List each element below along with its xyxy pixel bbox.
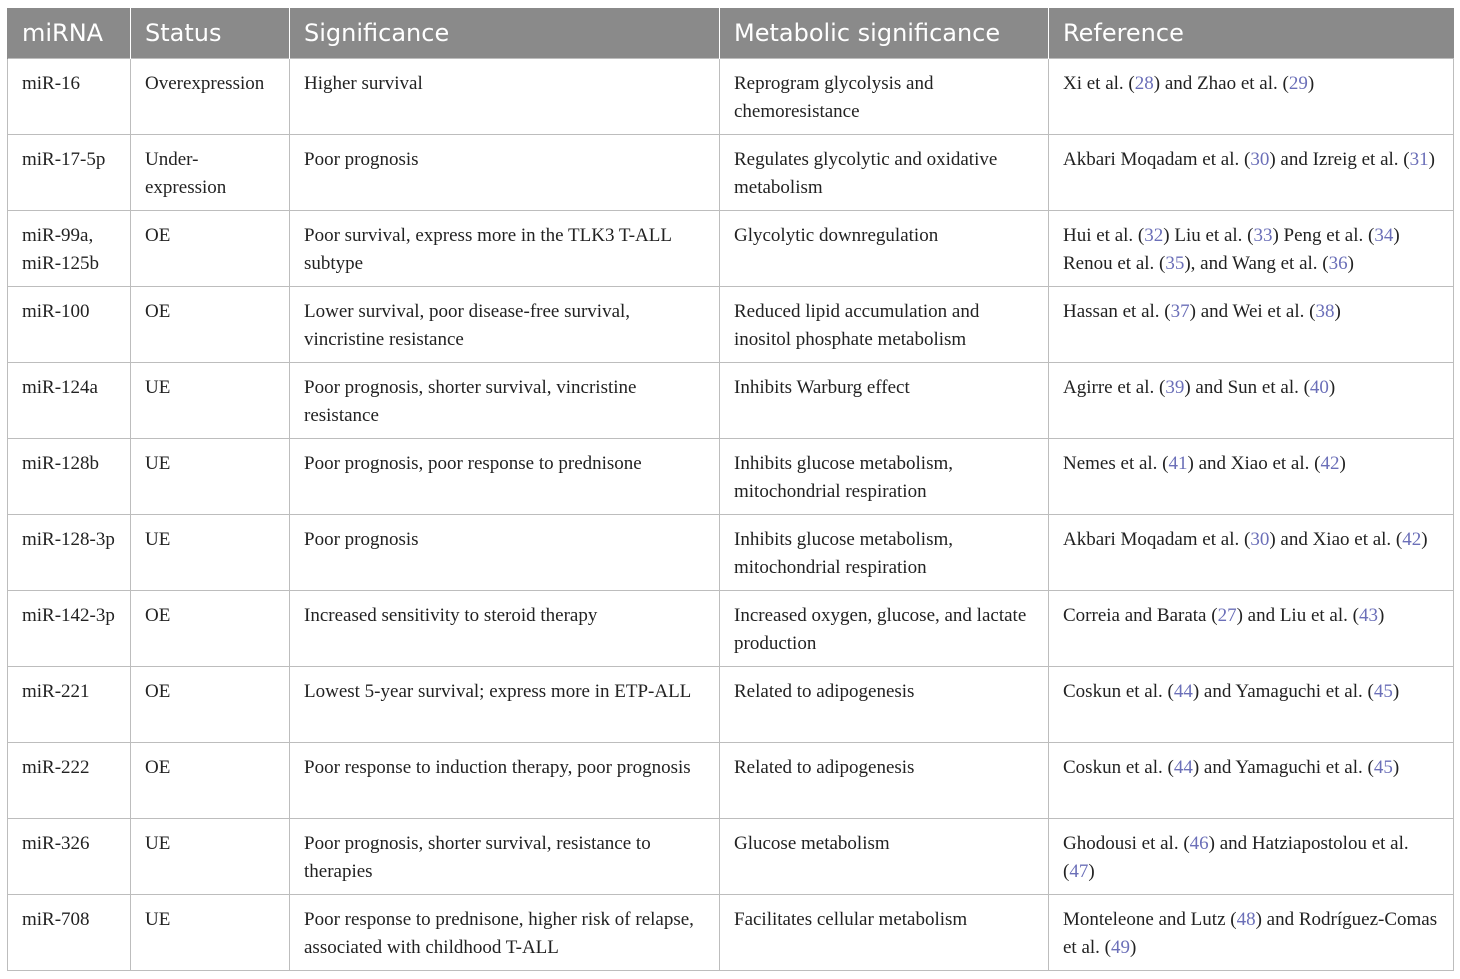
cell-significance: Poor prognosis: [290, 515, 720, 591]
reference-text: ) and Yamaguchi et al. (: [1192, 681, 1374, 702]
cell-significance: Poor prognosis, shorter survival, resistance to therapies: [290, 819, 720, 895]
table-row: [8, 211, 1454, 287]
cell-significance: Poor survival, express more in the TLK3 T-ALL subtype: [290, 211, 720, 287]
header-reference: Reference: [1049, 8, 1454, 59]
cell-status: UE: [131, 439, 290, 515]
reference-text: Correia and Barata (: [1063, 605, 1218, 626]
reference-text: ): [1328, 377, 1336, 398]
cell-significance: Poor prognosis, poor response to prednisone: [290, 439, 720, 515]
reference-link[interactable]: 49: [1111, 937, 1131, 958]
cell-reference: [1049, 743, 1454, 819]
mirna-table-container: [7, 8, 1453, 971]
cell-metabolic-significance: Related to adipogenesis: [720, 667, 1049, 743]
header-row: [8, 8, 1454, 59]
header-status: Status: [131, 8, 290, 59]
cell-metabolic-significance: Glycolytic downregulation: [720, 211, 1049, 287]
cell-reference: [1049, 515, 1454, 591]
cell-status: OE: [131, 211, 290, 287]
cell-mirna: miR-100: [8, 287, 131, 363]
table-row: [8, 439, 1454, 515]
header-mirna: miRNA: [8, 8, 131, 59]
cell-metabolic-significance: Reprogram glycolysis and chemoresistance: [720, 59, 1049, 135]
reference-link[interactable]: 38: [1315, 301, 1335, 322]
table-body: [8, 59, 1454, 971]
cell-metabolic-significance: Glucose metabolism: [720, 819, 1049, 895]
reference-text: Nemes et al. (: [1063, 453, 1169, 474]
cell-status: UE: [131, 363, 290, 439]
reference-text: ) and Liu et al. (: [1236, 605, 1359, 626]
cell-mirna: miR-17-5p: [8, 135, 131, 211]
reference-text: Coskun et al. (: [1063, 681, 1174, 702]
reference-text: Hassan et al. (: [1063, 301, 1171, 322]
reference-text: ): [1334, 301, 1341, 322]
reference-link[interactable]: 47: [1069, 861, 1089, 882]
reference-link[interactable]: 45: [1373, 757, 1393, 778]
cell-reference: [1049, 287, 1454, 363]
cell-significance: Poor response to induction therapy, poor prognosis: [290, 743, 720, 819]
cell-status: UE: [131, 515, 290, 591]
table-row: [8, 743, 1454, 819]
table-row: [8, 591, 1454, 667]
reference-text: ) and Xiao et al. (: [1269, 529, 1403, 550]
reference-link[interactable]: 45: [1373, 681, 1393, 702]
reference-text: ): [1428, 149, 1435, 170]
cell-metabolic-significance: Regulates glycolytic and oxidative metabolism: [720, 135, 1049, 211]
cell-reference: [1049, 591, 1454, 667]
reference-text: ) and Yamaguchi et al. (: [1192, 757, 1374, 778]
cell-reference: [1049, 211, 1454, 287]
reference-text: Xi et al. (: [1063, 73, 1135, 94]
cell-significance: Poor prognosis: [290, 135, 720, 211]
cell-metabolic-significance: Facilitates cellular metabolism: [720, 895, 1049, 971]
cell-significance: Poor prognosis, shorter survival, vincristine resistance: [290, 363, 720, 439]
cell-significance: Lower survival, poor disease-free survival, vincristine resistance: [290, 287, 720, 363]
reference-text: ) and Xiao et al. (: [1187, 453, 1321, 474]
reference-link[interactable]: 42: [1320, 453, 1340, 474]
cell-mirna: miR-708: [8, 895, 131, 971]
cell-metabolic-significance: Related to adipogenesis: [720, 743, 1049, 819]
table-row: [8, 515, 1454, 591]
header-significance: Significance: [290, 8, 720, 59]
cell-reference: [1049, 667, 1454, 743]
cell-status: Under-expression: [131, 135, 290, 211]
reference-link[interactable]: 39: [1165, 377, 1185, 398]
cell-reference: [1049, 59, 1454, 135]
table-row: [8, 895, 1454, 971]
reference-text: ) Liu et al. (: [1163, 225, 1254, 246]
cell-mirna: miR-222: [8, 743, 131, 819]
cell-mirna: miR-142-3p: [8, 591, 131, 667]
reference-link[interactable]: 30: [1250, 529, 1270, 550]
cell-significance: Increased sensitivity to steroid therapy: [290, 591, 720, 667]
mirna-table: [7, 8, 1454, 971]
reference-link[interactable]: 35: [1165, 253, 1185, 274]
reference-link[interactable]: 30: [1250, 149, 1270, 170]
reference-text: ): [1088, 861, 1095, 882]
reference-link[interactable]: 48: [1236, 909, 1256, 930]
reference-link[interactable]: 44: [1173, 681, 1193, 702]
cell-status: UE: [131, 895, 290, 971]
reference-text: Akbari Moqadam et al. (: [1063, 149, 1251, 170]
cell-significance: Poor response to prednisone, higher risk of relapse, associated with childhood T-ALL: [290, 895, 720, 971]
cell-metabolic-significance: Increased oxygen, glucose, and lactate production: [720, 591, 1049, 667]
reference-text: ) and Izreig et al. (: [1269, 149, 1410, 170]
cell-metabolic-significance: Reduced lipid accumulation and inositol phosphate metabolism: [720, 287, 1049, 363]
cell-reference: [1049, 439, 1454, 515]
table-row: [8, 287, 1454, 363]
reference-text: ) and Zhao et al. (: [1153, 73, 1289, 94]
reference-text: ): [1307, 73, 1315, 94]
reference-link[interactable]: 37: [1170, 301, 1190, 322]
reference-text: ) and Sun et al. (: [1184, 377, 1310, 398]
reference-link[interactable]: 31: [1409, 149, 1429, 170]
cell-metabolic-significance: Inhibits glucose metabolism, mitochondrial respiration: [720, 515, 1049, 591]
reference-link[interactable]: 42: [1402, 529, 1422, 550]
cell-mirna: miR-124a: [8, 363, 131, 439]
reference-link[interactable]: 41: [1168, 453, 1188, 474]
reference-text: Hui et al. (: [1063, 225, 1145, 246]
table-row: [8, 59, 1454, 135]
reference-link[interactable]: 46: [1189, 833, 1209, 854]
reference-text: Ghodousi et al. (: [1063, 833, 1190, 854]
table-row: [8, 667, 1454, 743]
reference-link[interactable]: 28: [1134, 73, 1154, 94]
reference-link[interactable]: 44: [1173, 757, 1193, 778]
reference-text: ), and Wang et al. (: [1184, 253, 1329, 274]
reference-text: ): [1392, 757, 1400, 778]
cell-mirna: miR-221: [8, 667, 131, 743]
cell-mirna: miR-16: [8, 59, 131, 135]
cell-reference: [1049, 819, 1454, 895]
reference-link[interactable]: 34: [1374, 225, 1394, 246]
cell-reference: [1049, 895, 1454, 971]
cell-status: OE: [131, 287, 290, 363]
cell-mirna: miR-326: [8, 819, 131, 895]
cell-status: OE: [131, 591, 290, 667]
table-row: [8, 363, 1454, 439]
reference-link[interactable]: 29: [1288, 73, 1308, 94]
reference-text: ): [1347, 253, 1354, 274]
reference-text: Monteleone and Lutz (: [1063, 909, 1237, 930]
header-metabolic-significance: Metabolic significance: [720, 8, 1049, 59]
reference-text: Agirre et al. (: [1063, 377, 1166, 398]
cell-mirna: miR-128-3p: [8, 515, 131, 591]
cell-mirna: miR-128b: [8, 439, 131, 515]
reference-text: ) and Hatziapostolou et al. (: [1063, 833, 1409, 882]
table-header: [8, 8, 1454, 59]
reference-link[interactable]: 27: [1217, 605, 1237, 626]
cell-status: OE: [131, 743, 290, 819]
reference-text: ): [1421, 529, 1428, 550]
cell-status: UE: [131, 819, 290, 895]
reference-text: ): [1130, 937, 1137, 958]
reference-text: ) and Wei et al. (: [1189, 301, 1316, 322]
reference-link[interactable]: 40: [1309, 377, 1329, 398]
cell-reference: [1049, 363, 1454, 439]
table-row: [8, 135, 1454, 211]
reference-link[interactable]: 43: [1358, 605, 1378, 626]
reference-text: Akbari Moqadam et al. (: [1063, 529, 1251, 550]
cell-significance: Lowest 5-year survival; express more in ETP-ALL: [290, 667, 720, 743]
reference-text: ): [1339, 453, 1346, 474]
reference-link[interactable]: 33: [1253, 225, 1273, 246]
cell-reference: [1049, 135, 1454, 211]
reference-text: Coskun et al. (: [1063, 757, 1174, 778]
cell-metabolic-significance: Inhibits glucose metabolism, mitochondrial respiration: [720, 439, 1049, 515]
reference-text: ): [1377, 605, 1385, 626]
cell-significance: Higher survival: [290, 59, 720, 135]
table-row: [8, 819, 1454, 895]
cell-status: OE: [131, 667, 290, 743]
cell-status: Overexpression: [131, 59, 290, 135]
reference-text: ): [1392, 681, 1400, 702]
cell-metabolic-significance: Inhibits Warburg effect: [720, 363, 1049, 439]
cell-mirna: miR-99a, miR-125b: [8, 211, 131, 287]
reference-text: ) and Rodríguez-Comas et al. (: [1063, 909, 1438, 958]
reference-link[interactable]: 36: [1328, 253, 1348, 274]
reference-text: ) Renou et al. (: [1063, 225, 1400, 274]
reference-link[interactable]: 32: [1144, 225, 1164, 246]
reference-text: ) Peng et al. (: [1272, 225, 1375, 246]
